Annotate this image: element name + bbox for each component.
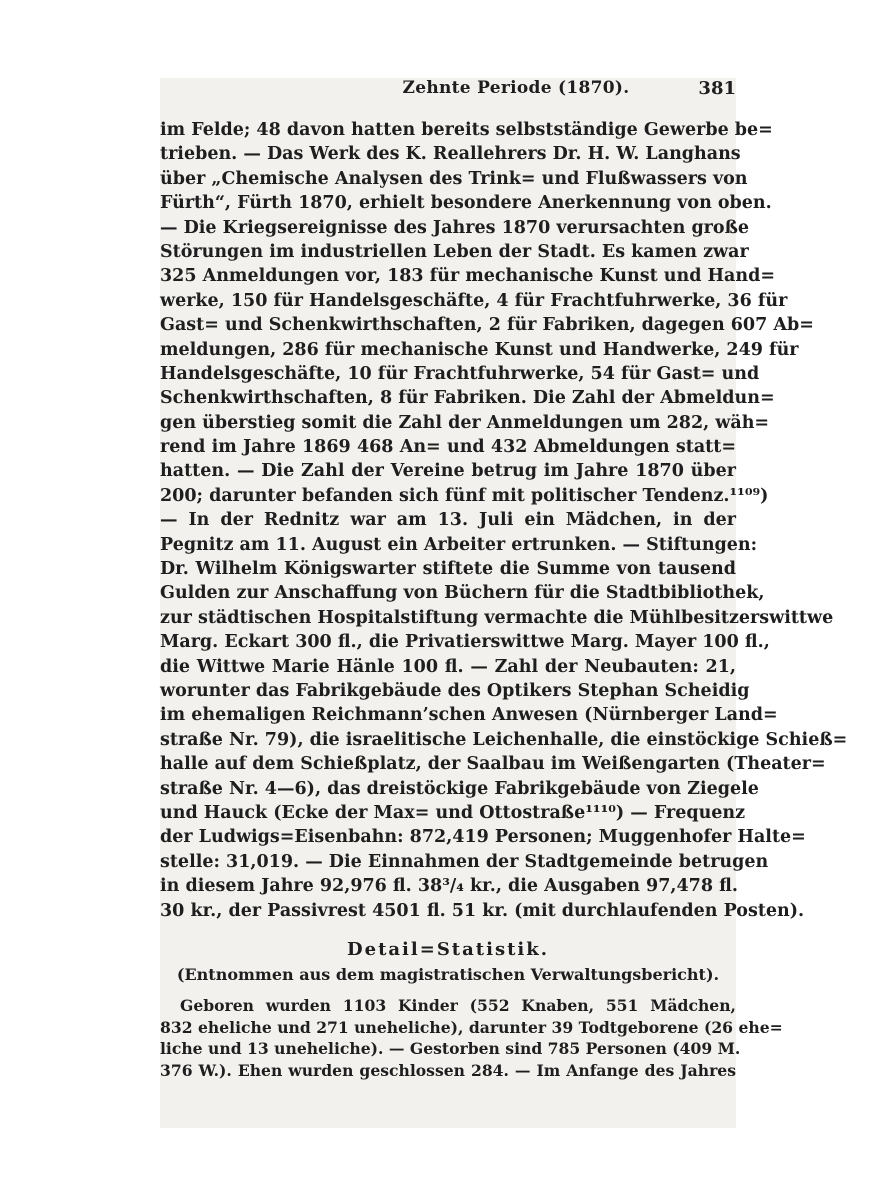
text-line: gen überstieg somit die Zahl der Anmeldungen um 282, wäh= (160, 412, 770, 433)
section-paragraph (160, 995, 783, 1082)
text-line: Fürth“, Fürth 1870, erhielt besondere Anerkennung von oben. (160, 193, 772, 214)
text-line: rend im Jahre 1869 468 An= und 432 Abmeldungen statt= (160, 437, 736, 458)
section-gap-2 (160, 987, 736, 995)
body-text (160, 118, 848, 1082)
text-line: Marg. Eckart 300 fl., die Privatierswittwe Marg. Mayer 100 fl., (160, 632, 770, 653)
text-line: der Ludwigs=Eisenbahn: 872,419 Personen; Muggenhofer Halte= (160, 827, 806, 848)
text-line: Schenkwirthschaften, 8 für Fabriken. Die Zahl der Abmeldun= (160, 388, 775, 409)
main-paragraph (160, 118, 848, 923)
text-line: Dr. Wilhelm Königswarter stiftete die Summe von tausend (160, 559, 736, 580)
text-line: Störungen im industriellen Leben der Stadt. Es kamen zwar (160, 241, 749, 262)
text-line: straße Nr. 79), die israelitische Leichenhalle, die einstöckige Schieß= (160, 729, 848, 750)
section-heading: Detail=Statistik. (347, 938, 549, 960)
text-line: Gulden zur Anschaffung von Büchern für die Stadtbibliothek, (160, 583, 765, 604)
text-line: Handelsgeschäfte, 10 für Frachtfuhrwerke, 54 für Gast= und (160, 363, 760, 384)
text-line: im Felde; 48 davon hatten bereits selbstständige Gewerbe be= (160, 120, 773, 140)
text-line: die Wittwe Marie Hänle 100 fl. — Zahl der Neubauten: 21, (160, 656, 736, 677)
text-line: über „Chemische Analysen des Trink= und Flußwassers von (160, 168, 748, 189)
text-line: 200; darunter befanden sich fünf mit politischer Tendenz.¹¹⁰⁹) (160, 485, 769, 506)
text-line: Pegnitz am 11. August ein Arbeiter ertrunken. — Stiftungen: (160, 534, 758, 555)
section-gap (160, 923, 736, 937)
text-line: 832 eheliche und 271 uneheliche), darunter 39 Todtgeborene (26 ehe= (160, 1017, 783, 1037)
text-line: zur städtischen Hospitalstiftung vermachte die Mühlbesitzerswittwe (160, 607, 834, 628)
text-line: trieben. — Das Werk des K. Reallehrers Dr. H. W. Langhans (160, 144, 741, 165)
text-line: hatten. — Die Zahl der Vereine betrug im Jahre 1870 über (160, 461, 736, 482)
text-line: halle auf dem Schießplatz, der Saalbau im Weißengarten (Theater= (160, 754, 826, 775)
section-subheading: (Entnommen aus dem magistratischen Verwaltungsbericht). (176, 964, 720, 984)
page-header (160, 78, 736, 102)
text-line: — Die Kriegsereignisse des Jahres 1870 verursachten große (160, 217, 750, 238)
text-line: Geboren wurden 1103 Kinder (552 Knaben, 551 Mädchen, (180, 995, 736, 1015)
text-line: 30 kr., der Passivrest 4501 fl. 51 kr. (mit durchlaufenden Posten). (160, 900, 805, 921)
text-line: 376 W.). Ehen wurden geschlossen 284. — Im Anfange des Jahres (160, 1061, 736, 1081)
text-line: meldungen, 286 für mechanische Kunst und Handwerke, 249 für (160, 339, 799, 360)
text-line: straße Nr. 4—6), das dreistöckige Fabrikgebäude von Ziegele (160, 778, 759, 799)
text-line: werke, 150 für Handelsgeschäfte, 4 für Frachtfuhrwerke, 36 für (160, 290, 788, 311)
text-line: liche und 13 uneheliche). — Gestorben sind 785 Personen (409 M. (160, 1039, 741, 1059)
text-line: 325 Anmeldungen vor, 183 für mechanische Kunst und Hand= (160, 266, 776, 287)
text-line: stelle: 31,019. — Die Einnahmen der Stadtgemeinde betrugen (160, 851, 769, 872)
text-line: Gast= und Schenkwirthschaften, 2 für Fabriken, dagegen 607 Ab= (160, 315, 814, 336)
text-line: in diesem Jahre 92,976 fl. 38³/₄ kr., die Ausgaben 97,478 fl. (160, 876, 738, 897)
text-line: und Hauck (Ecke der Max= und Ottostraße¹¹¹⁰) — Frequenz (160, 802, 746, 823)
text-line: — In der Rednitz war am 13. Juli ein Mädchen, in der (160, 510, 736, 531)
text-line: im ehemaligen Reichmann’schen Anwesen (Nürnberger Land= (160, 705, 778, 726)
running-head: Zehnte Periode (1870). (402, 78, 630, 98)
page-number: 381 (698, 78, 736, 99)
text-line: worunter das Fabrikgebäude des Optikers Stephan Scheidig (160, 680, 750, 701)
